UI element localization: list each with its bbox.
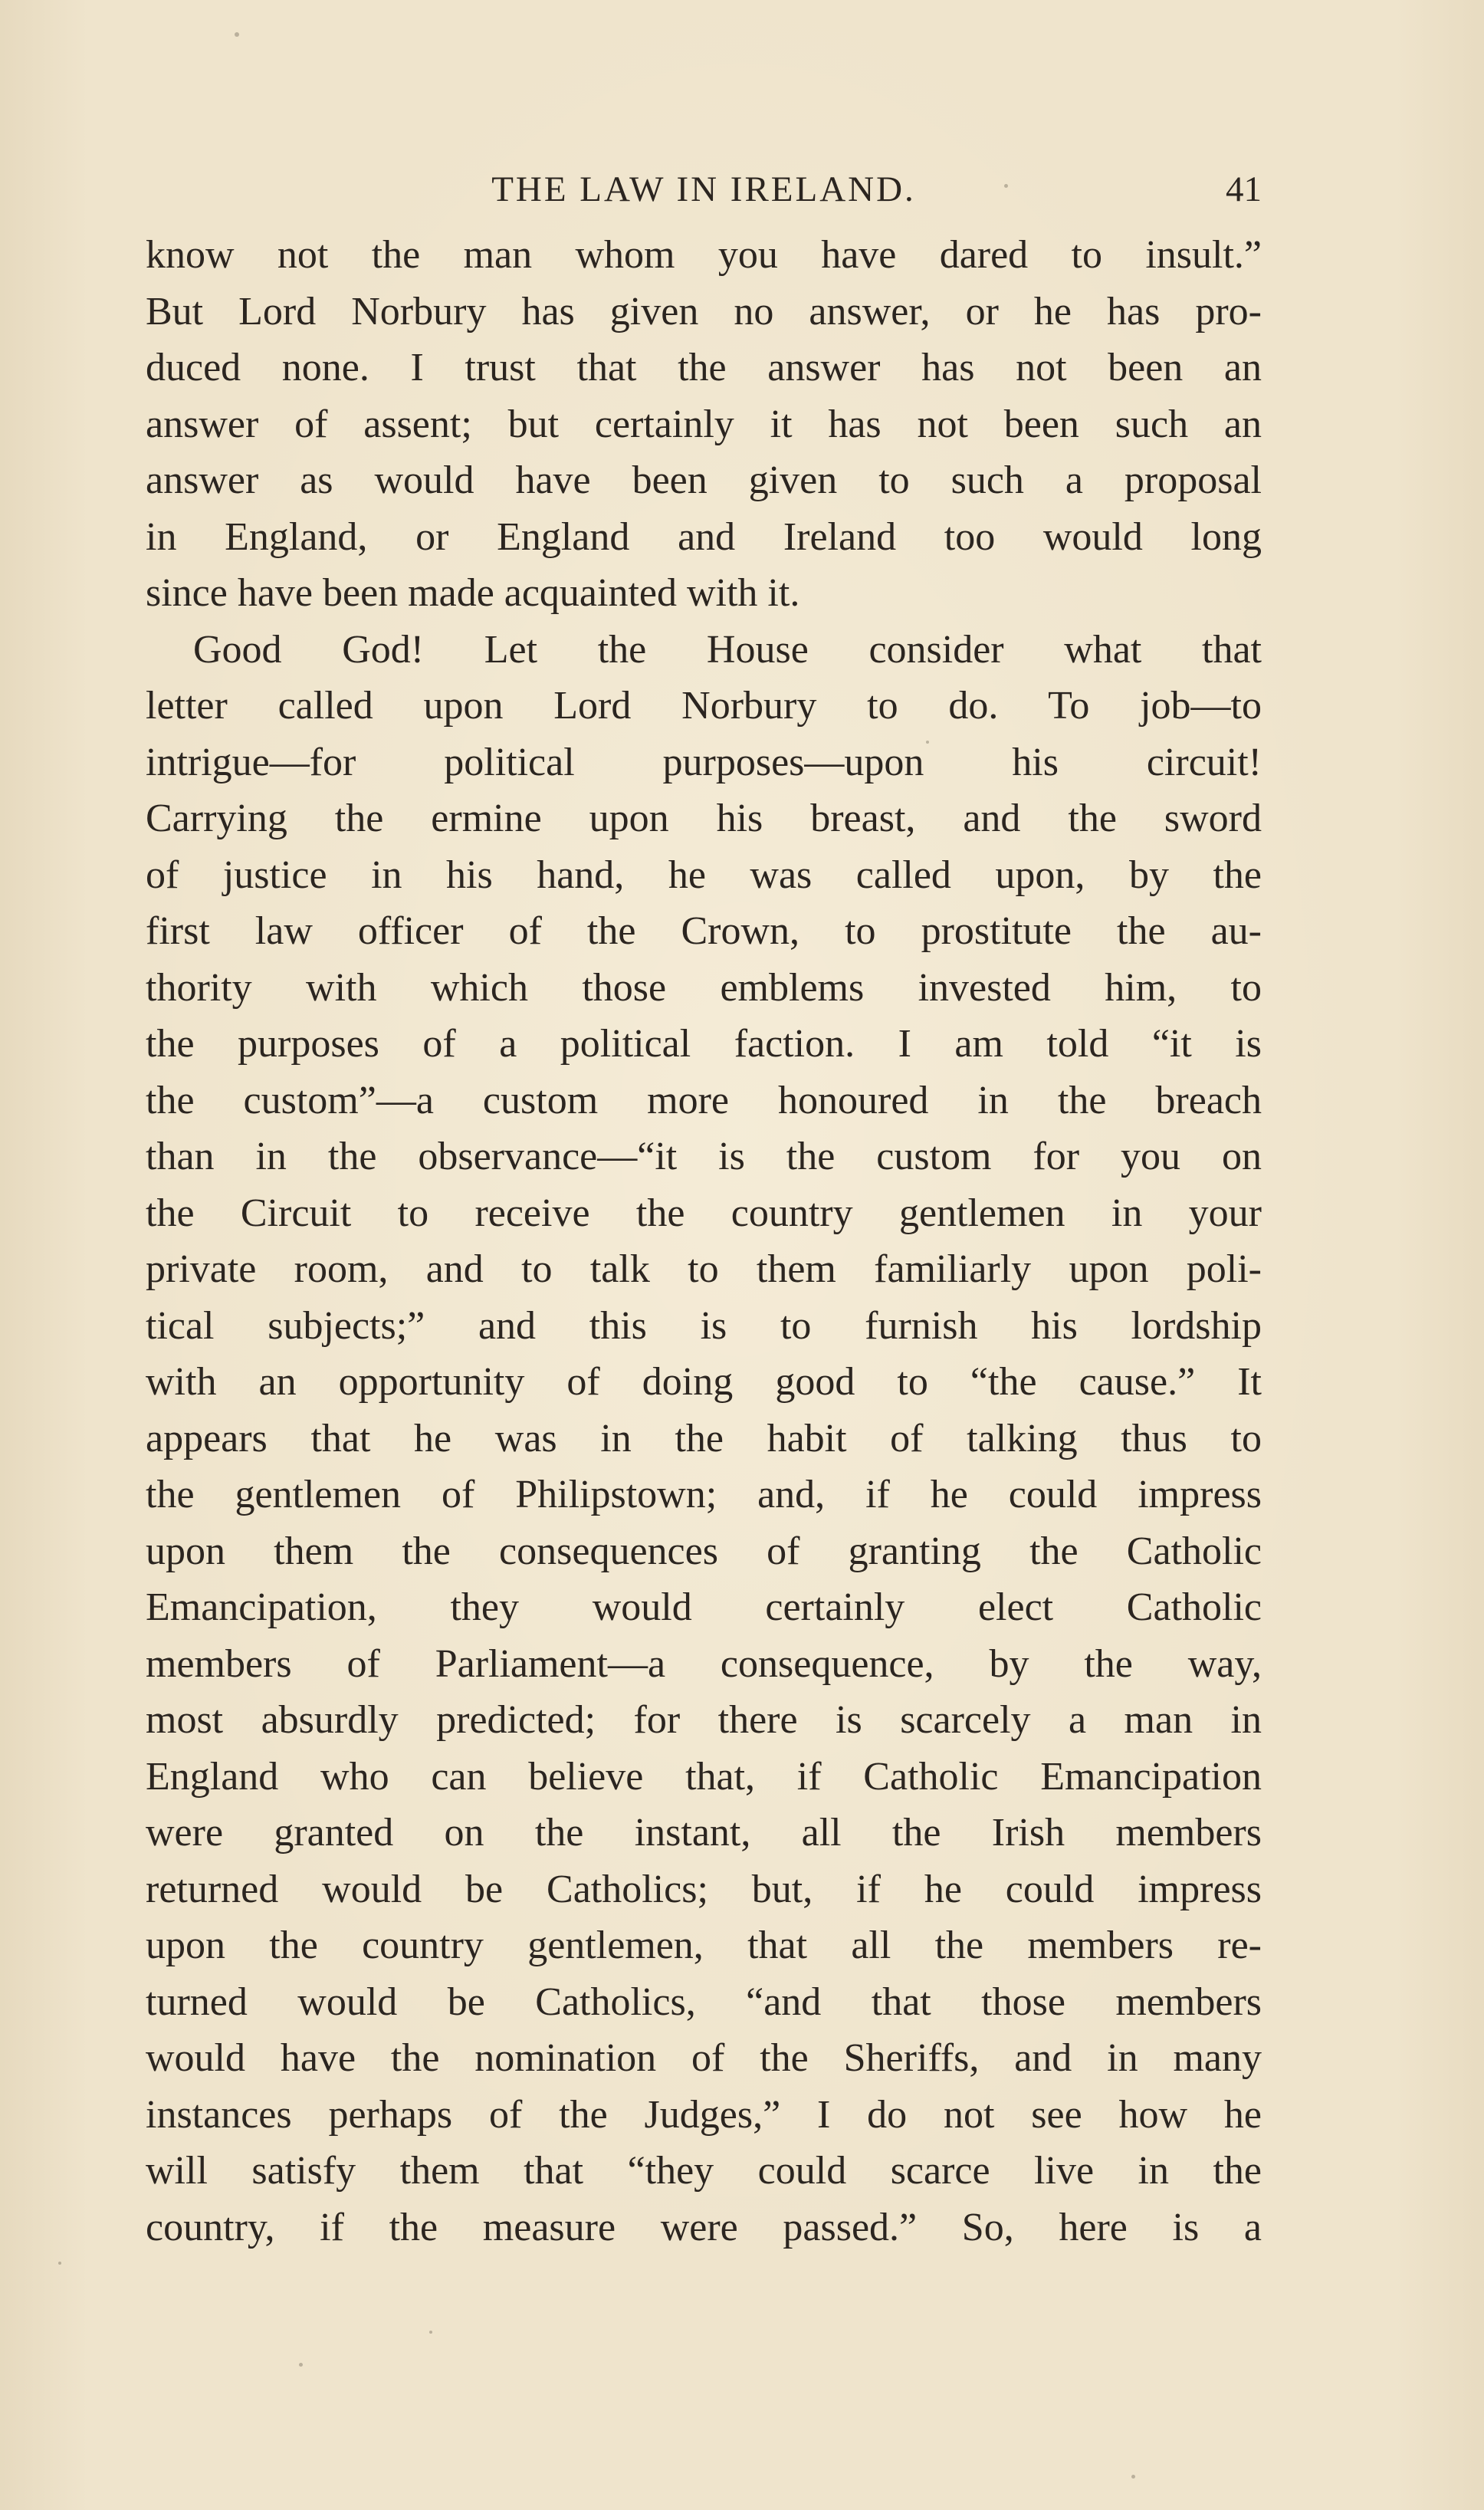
text-line: know not the man whom you have dared to insult.”: [146, 233, 1262, 277]
text-line: Good God! Let the House consider what that: [193, 627, 1262, 672]
text-line: upon them the consequences of granting the Catholic: [146, 1529, 1262, 1573]
text-line: the custom”—a custom more honoured in the breach: [146, 1078, 1262, 1122]
text-line: in England, or England and Ireland too would long: [146, 514, 1262, 559]
text-line: the purposes of a political faction. I am told “it is: [146, 1022, 1262, 1066]
text-line: the gentlemen of Philipstown; and, if he could impress: [146, 1473, 1262, 1516]
text-line: tical subjects;” and this is to furnish his lordship: [146, 1303, 1262, 1348]
running-title: THE LAW IN IRELAND.: [491, 169, 916, 209]
text-line: with an opportunity of doing good to “the cause.” It: [146, 1360, 1262, 1404]
paper-speck: [235, 32, 239, 37]
text-line: of justice in his hand, he was called upon, by the: [146, 853, 1262, 897]
paper-speck: [58, 2262, 61, 2265]
text-line: Emancipation, they would certainly elect Catholic: [146, 1585, 1262, 1629]
text-line: upon the country gentlemen, that all the members re-: [146, 1924, 1262, 1967]
running-header: [146, 163, 1262, 216]
text-line: since have been made acquainted with it.: [146, 571, 800, 615]
text-line: thority with which those emblems invested him, to: [146, 965, 1262, 1010]
text-line: private room, and to talk to them familiarly upon poli-: [146, 1247, 1262, 1291]
text-line: members of Parliament—a consequence, by the way,: [146, 1641, 1262, 1686]
text-line: Carrying the ermine upon his breast, and the sword: [146, 797, 1262, 840]
paragraph: [146, 227, 1262, 622]
page-number: 41: [1226, 169, 1262, 209]
text-line: letter called upon Lord Norbury to do. To job—to: [146, 684, 1262, 728]
paper-speck: [429, 2331, 432, 2334]
text-line: England who can believe that, if Catholic Emancipation: [146, 1754, 1262, 1799]
text-line: answer of assent; but certainly it has not been such an: [146, 402, 1262, 446]
text-line: would have the nomination of the Sheriffs, and in many: [146, 2036, 1262, 2080]
text-line: turned would be Catholics, “and that those members: [146, 1979, 1262, 2024]
paper-speck: [1131, 2475, 1135, 2479]
paragraph: [146, 622, 1262, 2256]
text-line: country, if the measure were passed.” So, here is a: [146, 2205, 1262, 2249]
text-line: intrigue—for political purposes—upon his circuit!: [146, 740, 1262, 784]
text-line: will satisfy them that “they could scarce live in the: [146, 2149, 1262, 2193]
text-line: But Lord Norbury has given no answer, or he has pro-: [146, 289, 1262, 333]
text-line: instances perhaps of the Judges,” I do not see how he: [146, 2092, 1262, 2137]
text-line: were granted on the instant, all the Irish members: [146, 1811, 1262, 1855]
text-line: most absurdly predicted; for there is scarcely a man in: [146, 1698, 1262, 1742]
text-line: returned would be Catholics; but, if he could impress: [146, 1867, 1262, 1911]
text-line: appears that he was in the habit of talking thus to: [146, 1416, 1262, 1460]
text-line: than in the observance—“it is the custom for you on: [146, 1135, 1262, 1178]
paper-speck: [299, 2363, 303, 2367]
body-text: [146, 227, 1262, 2255]
text-line: duced none. I trust that the answer has not been an: [146, 346, 1262, 389]
text-line: the Circuit to receive the country gentlemen in your: [146, 1191, 1262, 1235]
text-line: answer as would have been given to such a proposal: [146, 458, 1262, 502]
text-line: first law officer of the Crown, to prostitute the au-: [146, 909, 1262, 953]
